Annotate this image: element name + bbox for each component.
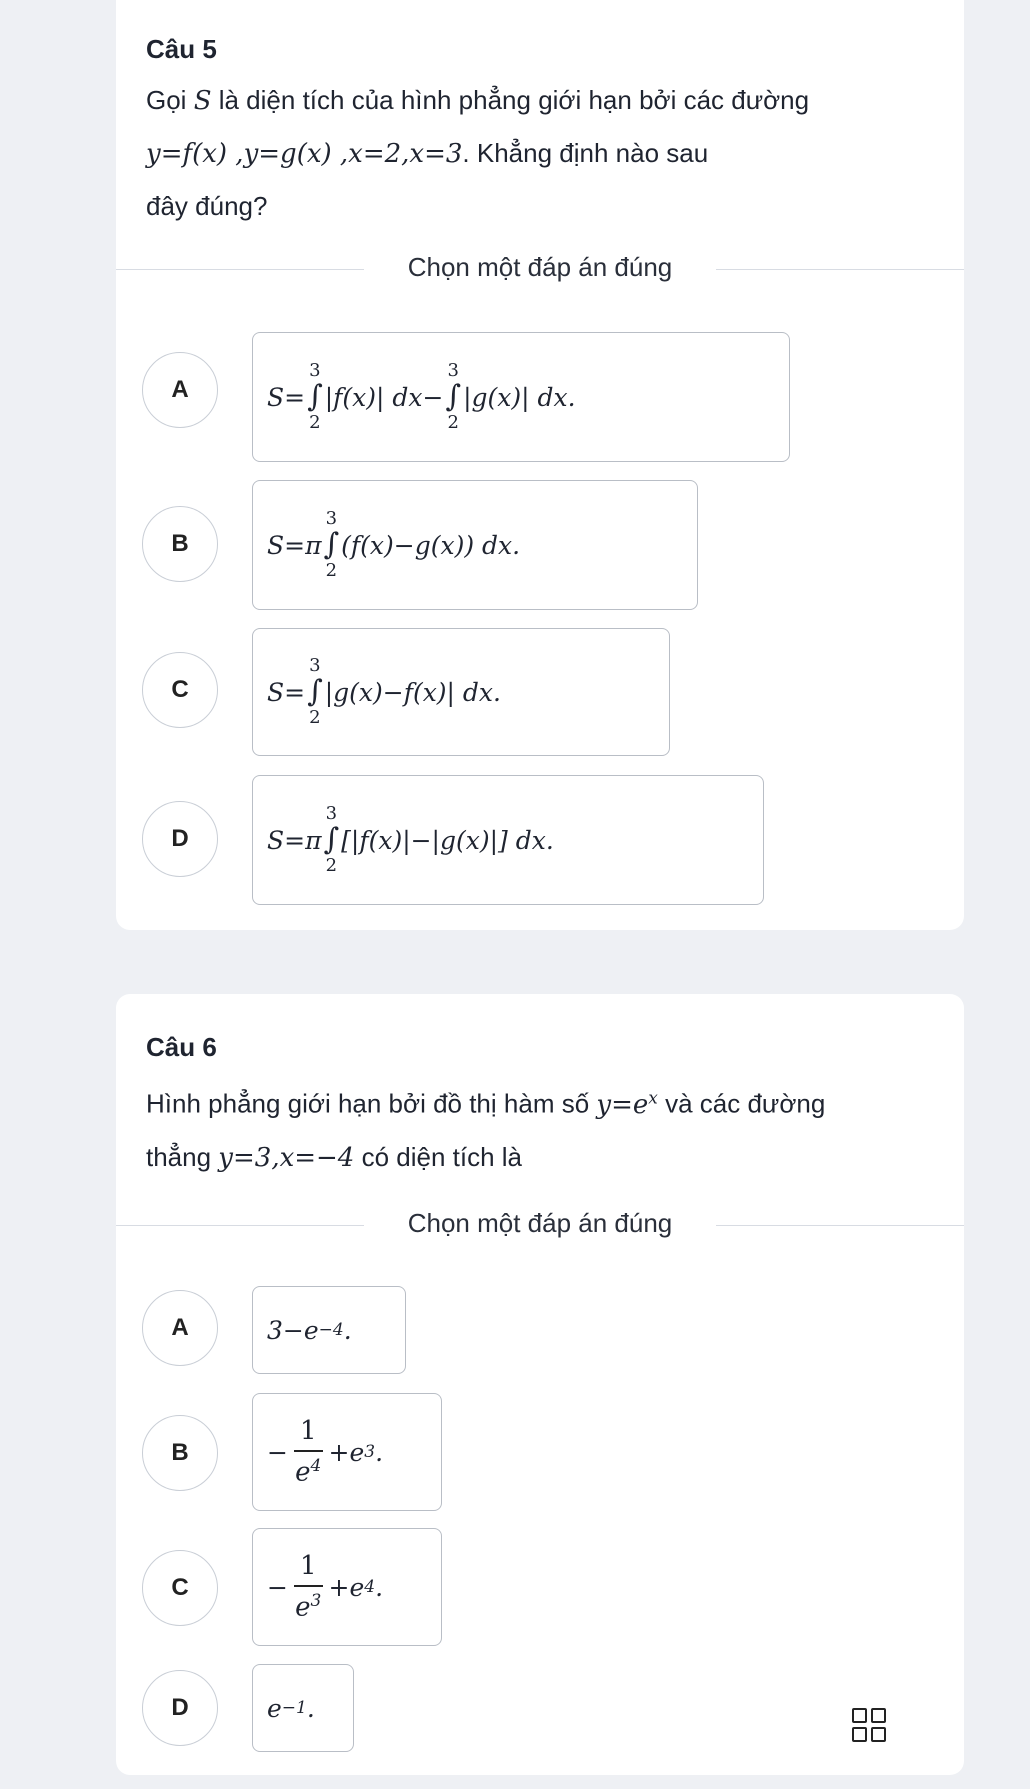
question-text-part: Hình phẳng giới hạn bởi đồ thị hàm số — [146, 1088, 597, 1119]
option-letter[interactable]: A — [142, 1290, 218, 1366]
math-formula: y=f(x) ,y=g(x) ,x=2,x=3 — [146, 139, 463, 169]
answer-box[interactable] — [252, 628, 670, 756]
fraction-denominator: e — [295, 1592, 311, 1623]
question-title: Câu 5 — [146, 34, 217, 64]
question-text — [146, 74, 936, 232]
answer-box[interactable] — [252, 332, 790, 462]
question-card-6 — [116, 994, 964, 1775]
answer-sup: −4 — [318, 1320, 344, 1340]
fraction — [294, 1416, 323, 1488]
choose-divider — [116, 1208, 964, 1242]
math-formula — [596, 1090, 657, 1120]
integral-upper: 3 — [325, 508, 338, 529]
answer-body: [|f(x)|−|g(x)|] dx. — [341, 825, 554, 855]
choose-label: Chọn một đáp án đúng — [394, 1208, 687, 1238]
answer-box[interactable] — [252, 480, 698, 610]
answer-sup: 3 — [364, 1442, 376, 1462]
answer-sup: 4 — [364, 1577, 376, 1597]
denominator-sup: 4 — [310, 1456, 322, 1477]
question-text — [146, 1072, 936, 1184]
answer-rest: +e — [328, 1572, 365, 1602]
integral-lower: 2 — [309, 707, 321, 728]
question-text-part: . Khẳng định nào sau — [462, 138, 709, 168]
question-card-5 — [116, 0, 964, 930]
fraction-numerator: 1 — [294, 1551, 323, 1587]
integral: 3 ∫ 2 — [307, 655, 323, 728]
question-text-part: Gọi — [146, 85, 194, 115]
answer-body: (f(x)−g(x)) dx. — [341, 530, 521, 560]
answer-lhs: S=π — [267, 530, 322, 560]
integral: 3 ∫ 2 — [323, 508, 340, 581]
choose-label: Chọn một đáp án đúng — [394, 252, 687, 282]
answer-lhs: S=π — [267, 825, 322, 855]
answer-body: |f(x)| dx− — [324, 382, 444, 412]
integral-upper: 3 — [325, 803, 338, 824]
integral-upper: 3 — [309, 655, 321, 676]
math-formula-part: y=e — [596, 1089, 649, 1120]
option-letter[interactable]: C — [142, 1550, 218, 1626]
answer-main: e — [267, 1693, 282, 1723]
fraction-numerator: 1 — [294, 1416, 323, 1452]
answer-rest: +e — [328, 1437, 365, 1467]
option-letter[interactable]: D — [142, 1670, 218, 1746]
answer-body: |g(x)| dx. — [463, 382, 576, 412]
answer-box[interactable] — [252, 1393, 442, 1511]
option-letter[interactable]: A — [142, 352, 218, 428]
question-text-part: đây đúng? — [146, 191, 268, 221]
answer-body: |g(x)−f(x)| dx. — [324, 677, 501, 707]
answer-box[interactable] — [252, 775, 764, 905]
answer-tail: . — [343, 1315, 352, 1345]
question-text-part: là diện tích của hình phẳng giới hạn bởi các đường — [211, 85, 810, 115]
option-letter[interactable]: C — [142, 652, 218, 728]
integral-lower: 2 — [325, 560, 338, 581]
option-letter[interactable]: B — [142, 506, 218, 582]
answer-box[interactable] — [252, 1664, 354, 1752]
question-title: Câu 6 — [146, 1032, 217, 1062]
grid-icon[interactable] — [852, 1708, 886, 1742]
answer-lhs: S= — [267, 382, 306, 412]
answer-sup: −1 — [281, 1698, 307, 1718]
answer-sign: − — [267, 1437, 288, 1467]
answer-box[interactable] — [252, 1528, 442, 1646]
integral: 3 ∫ 2 — [445, 360, 462, 433]
answer-tail: . — [375, 1572, 384, 1602]
question-text-part: thẳng — [146, 1141, 219, 1172]
integral-upper: 3 — [309, 360, 321, 381]
math-S: S — [193, 86, 212, 116]
choose-divider — [116, 252, 964, 286]
math-formula: y=3,x=−4 — [218, 1142, 355, 1173]
answer-sign: − — [267, 1572, 288, 1602]
integral-lower: 2 — [309, 412, 321, 433]
integral-upper: 3 — [447, 360, 459, 381]
answer-tail: . — [306, 1693, 315, 1723]
denominator-sup: 3 — [310, 1591, 322, 1612]
answer-main: 3−e — [267, 1315, 319, 1345]
integral-lower: 2 — [325, 855, 338, 876]
fraction — [294, 1551, 323, 1623]
option-letter[interactable]: B — [142, 1415, 218, 1491]
question-text-part: và các đường — [657, 1088, 826, 1119]
fraction-denominator: e — [295, 1457, 311, 1488]
integral: 3 ∫ 2 — [307, 360, 323, 433]
integral-lower: 2 — [447, 412, 459, 433]
answer-box[interactable] — [252, 1286, 406, 1374]
option-letter[interactable]: D — [142, 801, 218, 877]
answer-tail: . — [375, 1437, 384, 1467]
answer-lhs: S= — [267, 677, 306, 707]
math-sup: x — [648, 1088, 658, 1108]
question-text-part: có diện tích là — [354, 1141, 523, 1172]
integral: 3 ∫ 2 — [323, 803, 340, 876]
